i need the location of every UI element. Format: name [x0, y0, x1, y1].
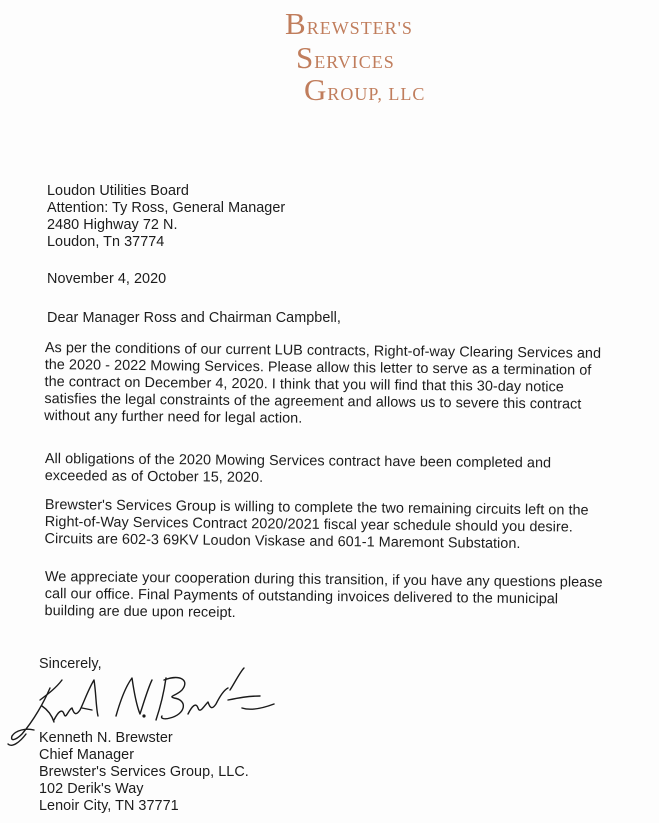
paragraph-line: exceeded as of October 15, 2020.: [44, 467, 264, 486]
sender-name: Kenneth N. Brewster: [39, 730, 173, 746]
sender-title: Chief Manager: [39, 747, 135, 763]
recipient-address: [47, 183, 285, 251]
logo-line-1-cap: B: [285, 6, 307, 41]
logo-line-2-cap: S: [296, 40, 315, 75]
logo-line-2-rest: ERVICES: [314, 52, 395, 72]
sender-block: [39, 730, 249, 815]
paragraph-line: building are due upon receipt.: [44, 602, 236, 621]
letter-date: November 4, 2020: [47, 271, 167, 287]
logo-line-2: [296, 42, 395, 73]
logo-line-1-rest: REWSTER'S: [306, 18, 413, 38]
paragraph-obligations: [45, 451, 551, 489]
logo-line-3-cap: G: [304, 72, 328, 107]
logo-line-3: [304, 74, 425, 105]
paragraph-line: satisfies the legal constraints of the agreement and allows us to severe this contract: [44, 390, 582, 413]
paragraph-circuits: [44, 497, 588, 554]
paragraph-line: We appreciate your cooperation during this transition, if you have any questions please: [44, 569, 603, 591]
paragraph-line: Brewster's Services Group is willing to complete the two remaining circuits left on the: [44, 497, 589, 519]
recipient-line: 2480 Highway 72 N.: [47, 217, 178, 233]
sender-city: Lenoir City, TN 37771: [39, 798, 179, 814]
paragraph-line: As per the conditions of our current LUB contracts, Right-of-way Clearing Services and: [44, 340, 602, 362]
paragraph-line: call our office. Final Payments of outstanding invoices delivered to the municipal: [44, 585, 559, 608]
salutation: Dear Manager Ross and Chairman Campbell,: [47, 310, 341, 326]
paragraph-termination: [44, 340, 601, 431]
logo-line-1: [285, 8, 413, 39]
sender-street: 102 Derik's Way: [39, 781, 144, 797]
paragraph-line: Circuits are 602-3 69KV Loudon Viskase and 601-1 Maremont Substation.: [44, 530, 521, 552]
paragraph-line: All obligations of the 2020 Mowing Services contract have been completed and: [44, 451, 552, 472]
recipient-line: Loudon, Tn 37774: [47, 234, 165, 250]
recipient-line: Attention: Ty Ross, General Manager: [47, 200, 286, 216]
paragraph-line: the contract on December 4, 2020. I think that you will find that this 30-day notice: [44, 373, 564, 396]
logo-line-3-rest: ROUP, LLC: [327, 84, 426, 104]
paragraph-line: the 2020 - 2022 Mowing Services. Please allow this letter to serve as a termination of: [44, 356, 592, 379]
sender-company: Brewster's Services Group, LLC.: [39, 764, 249, 780]
closing: Sincerely,: [39, 656, 102, 672]
paragraph-line: without any further need for legal action.: [44, 407, 303, 427]
recipient-line: Loudon Utilities Board: [47, 183, 189, 199]
paragraph-line: Right-of-Way Services Contract 2020/2021 fiscal year schedule should you desire.: [44, 513, 573, 536]
paragraph-appreciation: [44, 569, 602, 626]
